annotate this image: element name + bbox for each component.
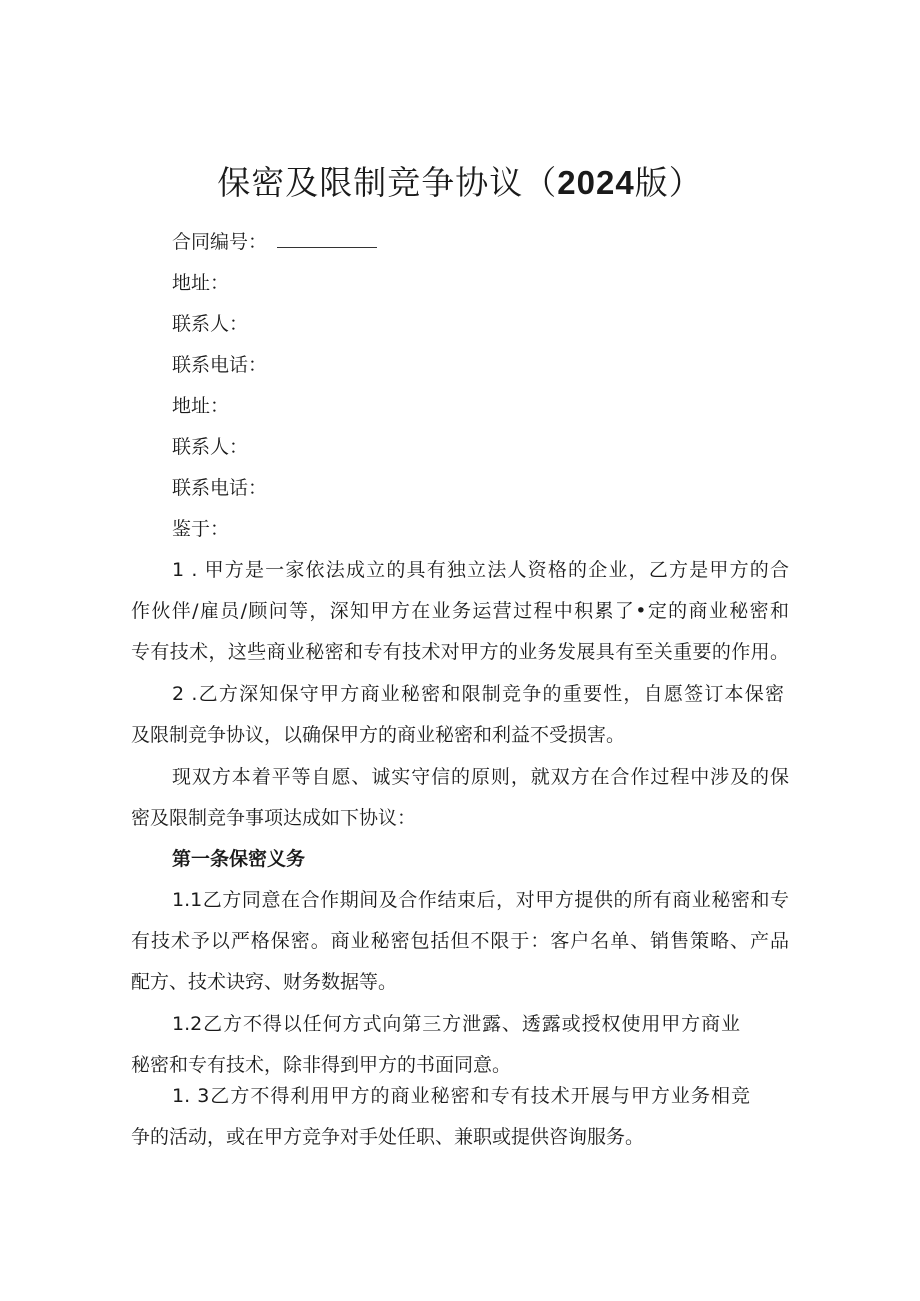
clause-1-1-line-1: 1.1乙方同意在合作期间及合作结束后，对甲方提供的所有商业秘密和专 — [172, 889, 789, 911]
phone-field-1: 联系电话： — [172, 354, 268, 376]
paragraph-3-line-1: 现双方本着平等自愿、诚实守信的原则，就双方在合作过程中涉及的保 — [172, 766, 789, 788]
whereas-label: 鉴于： — [172, 518, 230, 540]
contact-field-2: 联系人： — [172, 436, 249, 458]
address-field-1: 地址： — [172, 272, 230, 294]
clause-1-1-line-3: 配方、技术诀窍、财务数据等。 — [131, 971, 398, 993]
phone-field-2: 联系电话： — [172, 477, 268, 499]
title-year: 2024 — [557, 164, 635, 201]
clause-1-2-line-1: 1.2乙方不得以任何方式向第三方泄露、透露或授权使用甲方商业 — [172, 1013, 740, 1035]
contract-number-blank — [277, 229, 377, 248]
contract-number-label: 合同编号： — [172, 231, 268, 253]
title-prefix: 保密及限制竞争协议（ — [217, 163, 558, 202]
document-title — [0, 160, 920, 206]
paragraph-3-line-2: 密及限制竞争事项达成如下协议： — [131, 807, 417, 829]
paragraph-1-line-1: 1 . 甲方是一家依法成立的具有独立法人资格的企业，乙方是甲方的合 — [172, 559, 789, 581]
contract-number-field — [172, 229, 377, 255]
clause-1-3-line-2: 争的活动，或在甲方竞争对手处任职、兼职或提供咨询服务。 — [131, 1126, 645, 1148]
clause-1-2-line-2: 秘密和专有技术，除非得到甲方的书面同意。 — [131, 1054, 512, 1076]
address-field-2: 地址： — [172, 395, 230, 417]
paragraph-1-line-3: 专有技术，这些商业秘密和专有技术对甲方的业务发展具有至关重要的作用。 — [131, 641, 789, 663]
clause-1-3-line-1: 1. 3乙方不得利用甲方的商业秘密和专有技术开展与甲方业务相竞 — [172, 1085, 750, 1107]
article-1-heading: 第一条保密义务 — [172, 848, 306, 870]
contact-field-1: 联系人： — [172, 313, 249, 335]
paragraph-2-line-2: 及限制竞争协议，以确保甲方的商业秘密和利益不受损害。 — [131, 724, 626, 746]
paragraph-2-line-1: 2 .乙方深知保守甲方商业秘密和限制竞争的重要性，自愿签订本保密 — [172, 683, 784, 705]
title-suffix: 版） — [634, 163, 703, 202]
clause-1-1-line-2: 有技术予以严格保密。商业秘密包括但不限于：客户名单、销售策略、产品 — [131, 930, 789, 952]
paragraph-1-line-2: 作伙伴/雇员/顾问等，深知甲方在业务运营过程中积累了•定的商业秘密和 — [131, 600, 789, 622]
